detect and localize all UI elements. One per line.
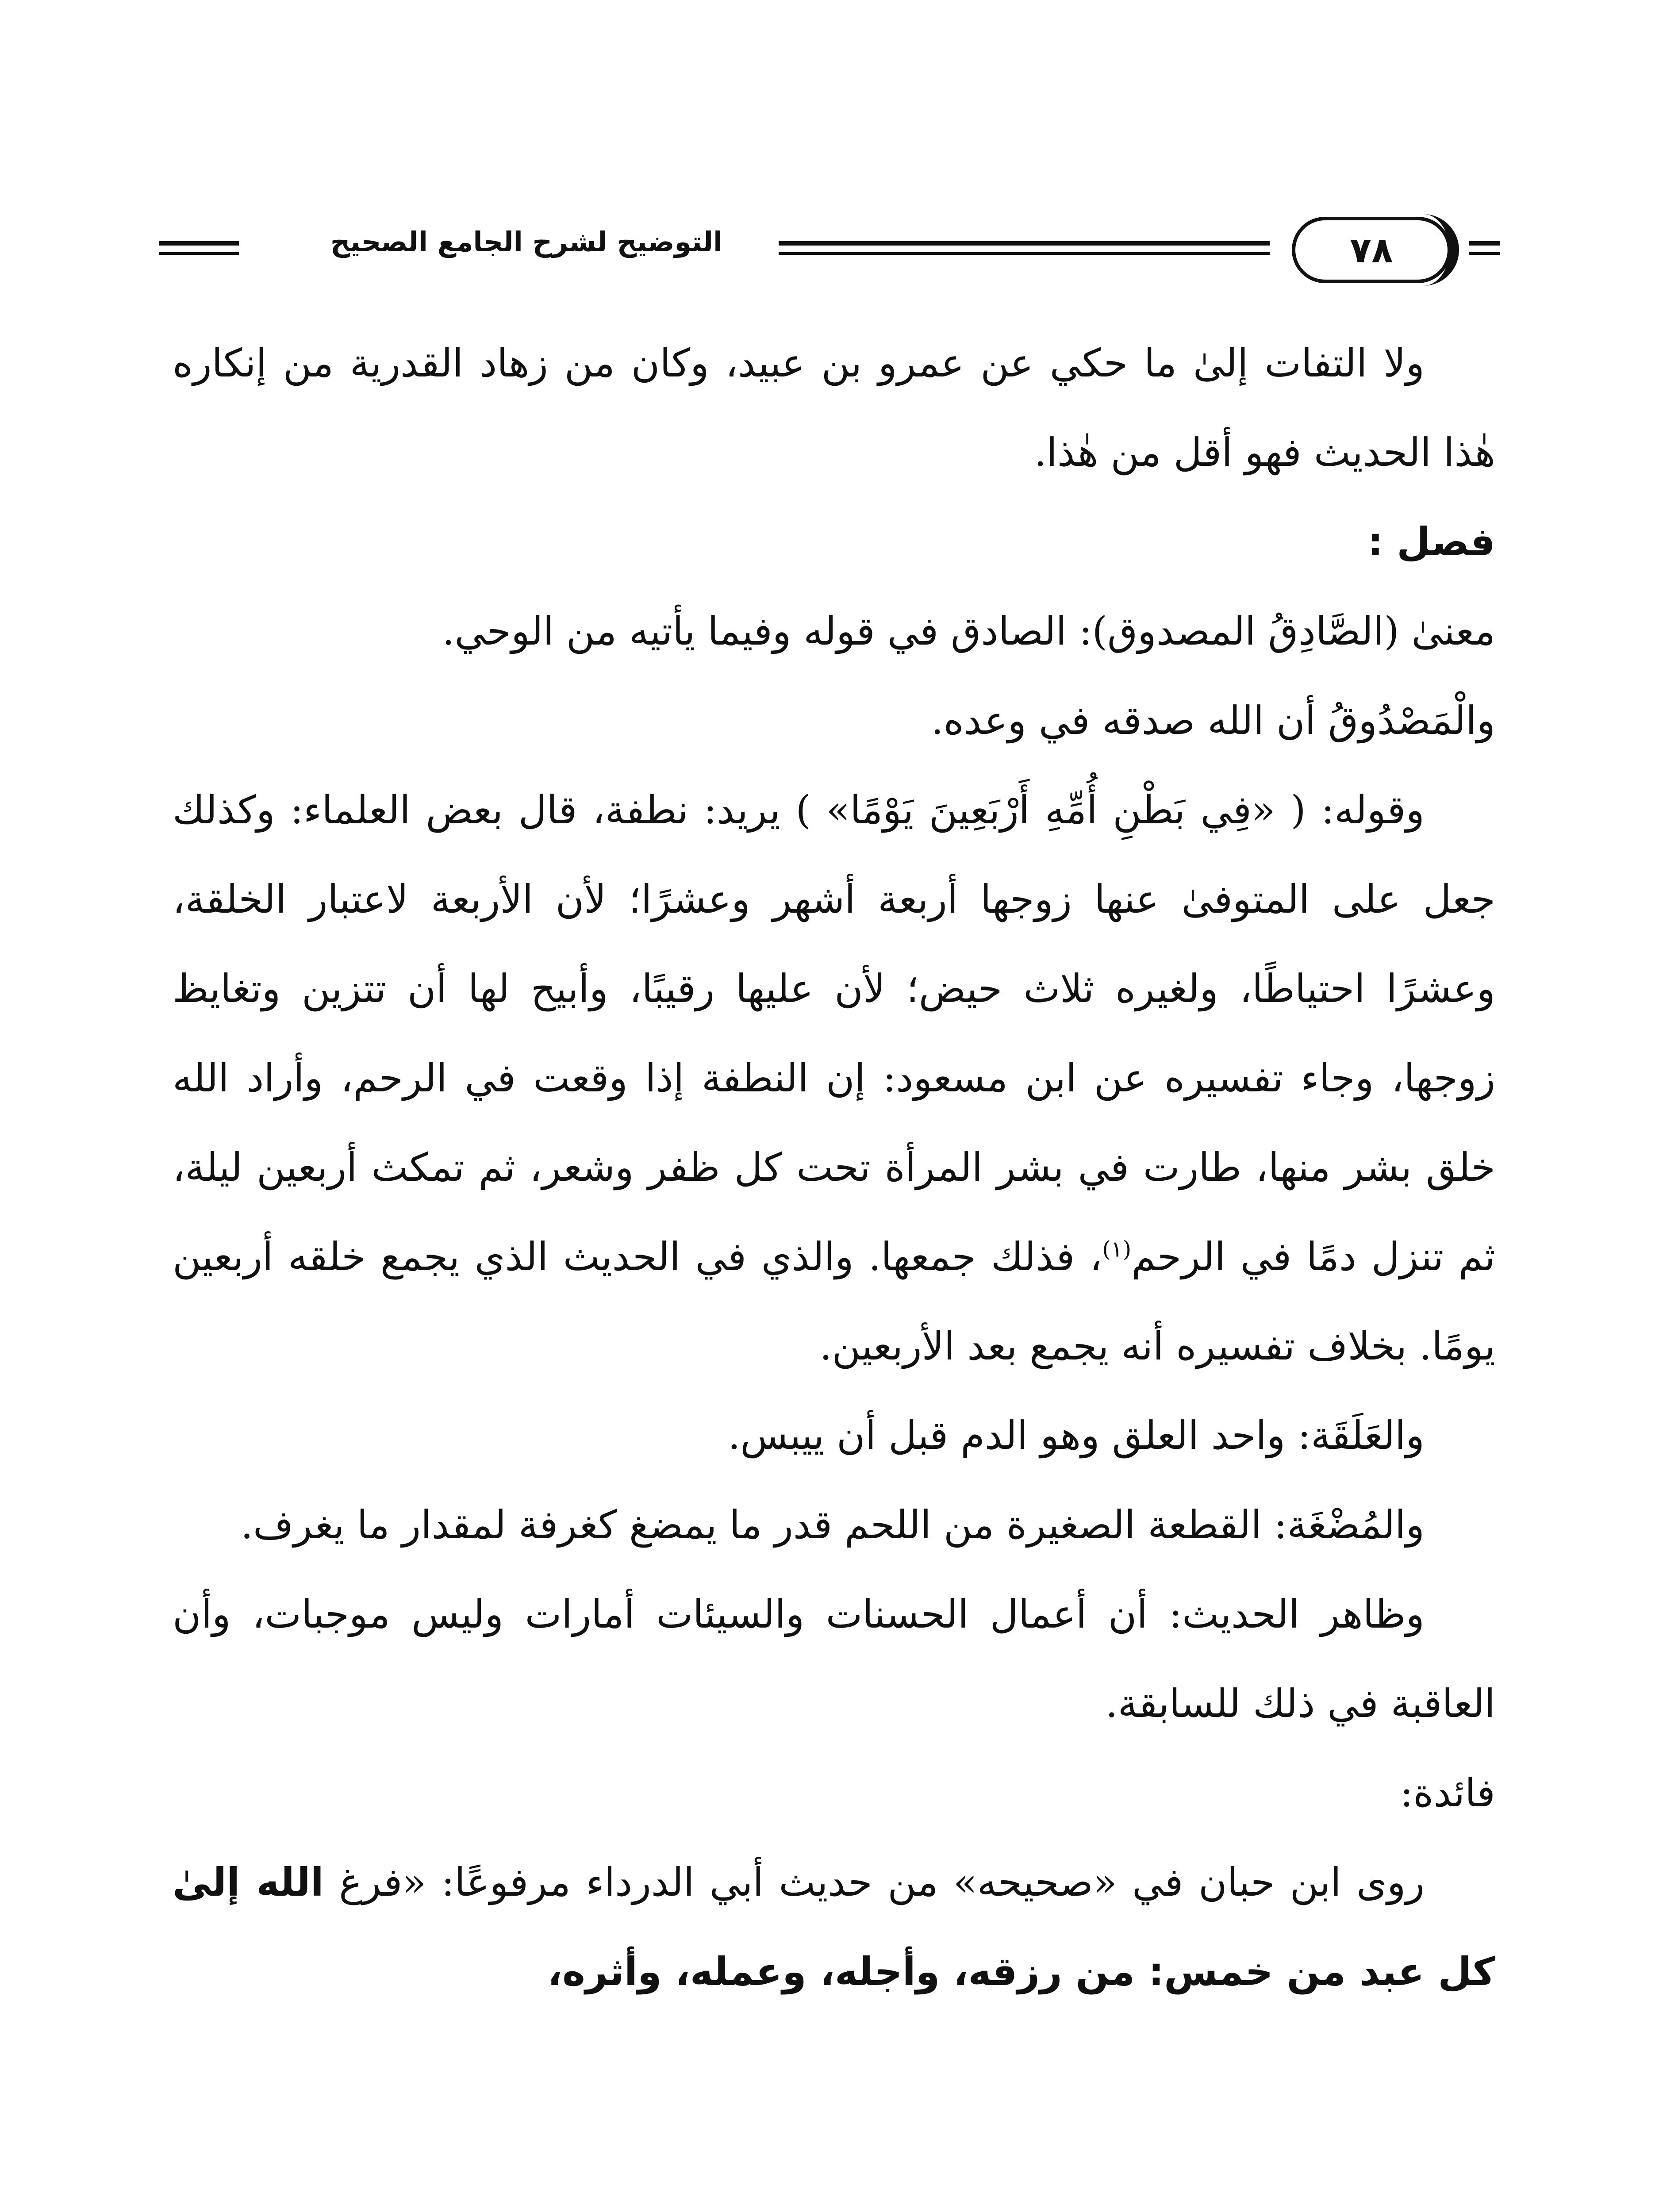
paragraph-1: ولا التفات إلىٰ ما حكي عن عمرو بن عبيد، وكان من زهاد القدرية من إنكاره هٰذا الحديث فهو أقل من هٰذا.: [173, 340, 1495, 475]
paragraph-3-text-b: ، فذلك جمعها. والذي في الحديث الذي يجمع خلقه أربعين يومًا. بخلاف تفسيره أنه يجمع بعد الأربعين.: [173, 1234, 1495, 1369]
paragraph-2-line-2: والْمَصْدُوقُ أن الله صدقه في وعده.: [931, 698, 1495, 743]
paragraph-6: وظاهر الحديث: أن أعمال الحسنات والسيئات أمارات وليس موجبات، وأن العاقبة في ذلك للسابقة.: [173, 1591, 1495, 1726]
header-rule-left-bottom: [159, 252, 239, 255]
page-header: [159, 208, 1500, 288]
paragraph-5: والمُضْغَة: القطعة الصغيرة من اللحم قدر ما يمضغ كغرفة لمقدار ما يغرف.: [240, 1502, 1425, 1548]
main-text: [173, 319, 1495, 2016]
header-rule-mid-top: [779, 241, 1270, 246]
footnote-reference: (١): [1102, 1236, 1132, 1262]
paragraph-7-text-a: روى ابن حبان في «صحيحه» من حديث أبي الدرداء مرفوعًا: «فرغ: [323, 1859, 1425, 1905]
header-rule-right-top: [1469, 241, 1500, 246]
paragraph-3-text-a: وقوله: ( «فِي بَطْنِ أُمِّهِ أَرْبَعِينَ يَوْمًا» ) يريد: نطفة، قال بعض العلماء: وكذلك جعل على المتوفىٰ عنها زوجها أربعة أشهر وعشرًا؛ لأن الأربعة لاعتبار الخلقة، وعشرًا احتياطًا، ولغيره ثلاث حيض؛ لأن عليها رقيبًا، وأبيح لها أن تتزين وتغايظ زوجها، وجاء تفسيره عن ابن مسعود: إن النطفة إذا وقعت في الرحم، وأراد الله خلق بشر منها، طارت في بشر المرأة تحت كل ظفر وشعر، ثم تمكث أربعين ليلة، ثم تنزل دمًا في الرحم: [173, 787, 1495, 1279]
page-number: ٧٨: [1350, 229, 1393, 271]
paragraph-7-hadith-text: الله إلىٰ كل عبد من خمس: من رزقه، وأجله، وعمله، وأثره،: [173, 1859, 1495, 1994]
running-title: التوضيح لشرح الجامع الصحيح: [330, 226, 723, 258]
header-rule-right-bottom: [1469, 252, 1500, 255]
header-rule-left-top: [159, 241, 239, 246]
page-number-badge: [1292, 217, 1451, 283]
paragraph-4: والعَلَقَة: واحد العلق وهو الدم قبل أن ييبس.: [728, 1413, 1425, 1458]
header-rule-mid-bottom: [779, 252, 1270, 255]
section-heading-fasl: فصل :: [1367, 519, 1495, 565]
paragraph-7: [173, 1838, 1495, 2016]
paragraph-3: [173, 765, 1495, 1391]
faida-heading: فائدة:: [1400, 1770, 1495, 1816]
paragraph-2-line-1: معنىٰ (الصَّادِقُ المصدوق): الصادق في قوله وفيما يأتيه من الوحي.: [442, 608, 1495, 654]
